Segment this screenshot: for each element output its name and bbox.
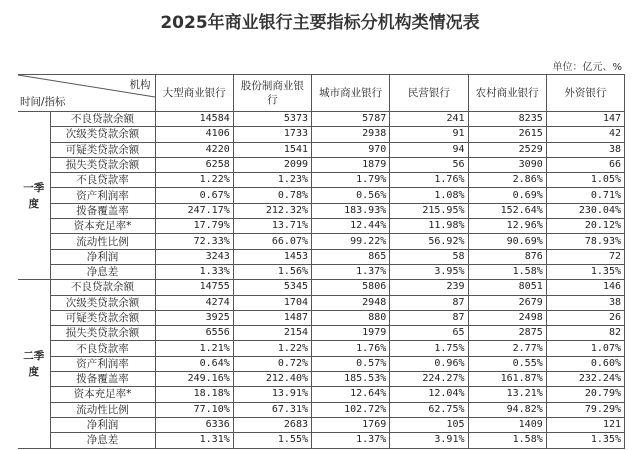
page-title: 2025年商业银行主要指标分机构类情况表 xyxy=(160,13,480,33)
table-cell: 6336 xyxy=(155,417,233,432)
indicator-label: 拨备覆盖率 xyxy=(50,372,155,387)
table-row xyxy=(18,372,625,387)
indicator-label: 净息差 xyxy=(50,433,155,448)
table-cell: 0.78% xyxy=(233,188,311,203)
table-cell: 146 xyxy=(546,280,624,295)
indicator-label: 次级类贷款余额 xyxy=(50,127,155,142)
indicator-label: 资产利润率 xyxy=(50,356,155,371)
table-cell: 13.91% xyxy=(233,387,311,402)
table-cell: 2.77% xyxy=(468,341,546,356)
column-header: 大型商业银行 xyxy=(155,75,233,112)
table-cell: 67.31% xyxy=(233,402,311,417)
table-cell: 2.86% xyxy=(468,173,546,188)
table-cell: 2529 xyxy=(468,142,546,157)
table-cell: 1.76% xyxy=(390,173,468,188)
table-cell: 0.64% xyxy=(155,356,233,371)
table-cell: 2948 xyxy=(312,295,390,310)
table-row xyxy=(18,310,625,325)
indicator-label: 净息差 xyxy=(50,264,155,279)
table-cell: 147 xyxy=(546,112,624,127)
indicator-label: 可疑类贷款余额 xyxy=(50,142,155,157)
table-cell: 0.57% xyxy=(312,356,390,371)
table-cell: 66.07% xyxy=(233,234,311,249)
table-cell: 3243 xyxy=(155,249,233,264)
table-row xyxy=(18,417,625,432)
column-header: 民营银行 xyxy=(390,75,468,112)
indicator-label: 流动性比例 xyxy=(50,234,155,249)
table-cell: 1487 xyxy=(233,310,311,325)
table-cell: 1541 xyxy=(233,142,311,157)
table-cell: 232.24% xyxy=(546,372,624,387)
table-cell: 183.93% xyxy=(312,203,390,218)
table-cell: 2099 xyxy=(233,157,311,172)
table-cell: 8051 xyxy=(468,280,546,295)
indicator-label: 流动性比例 xyxy=(50,402,155,417)
table-cell: 0.56% xyxy=(312,188,390,203)
table-cell: 6556 xyxy=(155,326,233,341)
table-cell: 0.69% xyxy=(468,188,546,203)
table-cell: 56 xyxy=(390,157,468,172)
table-cell: 1.31% xyxy=(155,433,233,448)
indicator-label: 不良贷款率 xyxy=(50,173,155,188)
table-cell: 0.96% xyxy=(390,356,468,371)
table-cell: 12.04% xyxy=(390,387,468,402)
table-cell: 152.64% xyxy=(468,203,546,218)
quarter-label: 二季度 xyxy=(18,280,50,448)
table-cell: 161.87% xyxy=(468,372,546,387)
table-cell: 87 xyxy=(390,295,468,310)
table-cell: 212.40% xyxy=(233,372,311,387)
table-cell: 77.10% xyxy=(155,402,233,417)
table-cell: 105 xyxy=(390,417,468,432)
indicator-label: 可疑类贷款余额 xyxy=(50,310,155,325)
indicator-label: 拨备覆盖率 xyxy=(50,203,155,218)
table-cell: 0.71% xyxy=(546,188,624,203)
table-row xyxy=(18,326,625,341)
table-cell: 90.69% xyxy=(468,234,546,249)
table-cell: 2679 xyxy=(468,295,546,310)
table-cell: 865 xyxy=(312,249,390,264)
table-cell: 0.60% xyxy=(546,356,624,371)
table-cell: 1.22% xyxy=(233,341,311,356)
table-row xyxy=(18,264,625,279)
table-cell: 1733 xyxy=(233,127,311,142)
unit-label: 单位：亿元、% xyxy=(552,62,622,73)
table-cell: 241 xyxy=(390,112,468,127)
table-cell: 1409 xyxy=(468,417,546,432)
table-cell: 20.79% xyxy=(546,387,624,402)
table-cell: 94 xyxy=(390,142,468,157)
table-cell: 3.95% xyxy=(390,264,468,279)
table-row xyxy=(18,188,625,203)
table-cell: 1.05% xyxy=(546,173,624,188)
table-row xyxy=(18,173,625,188)
table-cell: 72 xyxy=(546,249,624,264)
indicator-label: 不良贷款余额 xyxy=(50,112,155,127)
table-cell: 8235 xyxy=(468,112,546,127)
indicator-label: 次级类贷款余额 xyxy=(50,295,155,310)
table-row xyxy=(18,157,625,172)
column-header: 外资银行 xyxy=(546,75,624,112)
table-cell: 38 xyxy=(546,295,624,310)
table-cell: 1.37% xyxy=(312,433,390,448)
corner-header xyxy=(18,75,155,112)
table-cell: 62.75% xyxy=(390,402,468,417)
table-cell: 249.16% xyxy=(155,372,233,387)
corner-top-label: 机构 xyxy=(129,79,151,91)
table-cell: 876 xyxy=(468,249,546,264)
table-cell: 880 xyxy=(312,310,390,325)
table-cell: 1879 xyxy=(312,157,390,172)
table-cell: 0.67% xyxy=(155,188,233,203)
table-cell: 247.17% xyxy=(155,203,233,218)
table-row xyxy=(18,203,625,218)
indicator-label: 资本充足率* xyxy=(50,219,155,234)
table-cell: 20.12% xyxy=(546,219,624,234)
table-cell: 102.72% xyxy=(312,402,390,417)
header-row xyxy=(18,75,625,112)
table-cell: 56.92% xyxy=(390,234,468,249)
table-body xyxy=(18,112,625,449)
table-row xyxy=(18,142,625,157)
table-cell: 66 xyxy=(546,157,624,172)
table-cell: 82 xyxy=(546,326,624,341)
table-cell: 42 xyxy=(546,127,624,142)
indicator-label: 损失类贷款余额 xyxy=(50,157,155,172)
table-cell: 99.22% xyxy=(312,234,390,249)
table-cell: 4220 xyxy=(155,142,233,157)
indicator-label: 净利润 xyxy=(50,417,155,432)
indicator-label: 不良贷款余额 xyxy=(50,280,155,295)
table-row xyxy=(18,402,625,417)
table-cell: 212.32% xyxy=(233,203,311,218)
indicator-label: 净利润 xyxy=(50,249,155,264)
table-cell: 1.37% xyxy=(312,264,390,279)
table-cell: 13.21% xyxy=(468,387,546,402)
table-cell: 38 xyxy=(546,142,624,157)
table-row xyxy=(18,433,625,448)
table-cell: 970 xyxy=(312,142,390,157)
table-cell: 12.64% xyxy=(312,387,390,402)
table-cell: 1453 xyxy=(233,249,311,264)
table-cell: 11.98% xyxy=(390,219,468,234)
table-cell: 26 xyxy=(546,310,624,325)
table-cell: 13.71% xyxy=(233,219,311,234)
table-cell: 5806 xyxy=(312,280,390,295)
table-row xyxy=(18,234,625,249)
table-cell: 5787 xyxy=(312,112,390,127)
table-cell: 2615 xyxy=(468,127,546,142)
indicator-table xyxy=(18,74,625,449)
table-row xyxy=(18,295,625,310)
table-cell: 94.82% xyxy=(468,402,546,417)
table-cell: 78.93% xyxy=(546,234,624,249)
table-cell: 1.55% xyxy=(233,433,311,448)
table-cell: 14584 xyxy=(155,112,233,127)
table-cell: 17.79% xyxy=(155,219,233,234)
table-cell: 1.35% xyxy=(546,433,624,448)
table-row xyxy=(18,249,625,264)
table-cell: 1.33% xyxy=(155,264,233,279)
table-cell: 65 xyxy=(390,326,468,341)
table-cell: 1704 xyxy=(233,295,311,310)
table-cell: 1.07% xyxy=(546,341,624,356)
table-cell: 4274 xyxy=(155,295,233,310)
table-row xyxy=(18,219,625,234)
table-cell: 1.08% xyxy=(390,188,468,203)
table-cell: 1.76% xyxy=(312,341,390,356)
table-cell: 1.56% xyxy=(233,264,311,279)
table-cell: 5373 xyxy=(233,112,311,127)
table-cell: 72.33% xyxy=(155,234,233,249)
column-header: 农村商业银行 xyxy=(468,75,546,112)
table-row xyxy=(18,280,625,295)
table-cell: 185.53% xyxy=(312,372,390,387)
quarter-label: 一季度 xyxy=(18,112,50,280)
table-cell: 3090 xyxy=(468,157,546,172)
column-header: 城市商业银行 xyxy=(312,75,390,112)
table-cell: 18.18% xyxy=(155,387,233,402)
table-row xyxy=(18,387,625,402)
indicator-label: 损失类贷款余额 xyxy=(50,326,155,341)
table-cell: 1.58% xyxy=(468,264,546,279)
table-cell: 2938 xyxy=(312,127,390,142)
table-cell: 215.95% xyxy=(390,203,468,218)
table-row xyxy=(18,112,625,127)
table-cell: 1979 xyxy=(312,326,390,341)
table-cell: 2875 xyxy=(468,326,546,341)
table-cell: 224.27% xyxy=(390,372,468,387)
table-cell: 2498 xyxy=(468,310,546,325)
table-cell: 5345 xyxy=(233,280,311,295)
corner-bottom-label: 时间/指标 xyxy=(20,96,66,108)
indicator-label: 资产利润率 xyxy=(50,188,155,203)
table-cell: 1.23% xyxy=(233,173,311,188)
table-cell: 3925 xyxy=(155,310,233,325)
table-cell: 4106 xyxy=(155,127,233,142)
table-row xyxy=(18,356,625,371)
table-cell: 1.75% xyxy=(390,341,468,356)
table-cell: 0.72% xyxy=(233,356,311,371)
table-cell: 12.44% xyxy=(312,219,390,234)
table-cell: 58 xyxy=(390,249,468,264)
table-cell: 1769 xyxy=(312,417,390,432)
table-cell: 121 xyxy=(546,417,624,432)
indicator-label: 不良贷款率 xyxy=(50,341,155,356)
table-cell: 79.29% xyxy=(546,402,624,417)
table-cell: 2154 xyxy=(233,326,311,341)
table-row xyxy=(18,341,625,356)
column-header: 股份制商业银行 xyxy=(233,75,311,112)
indicator-label: 资本充足率* xyxy=(50,387,155,402)
table-cell: 14755 xyxy=(155,280,233,295)
table-cell: 2683 xyxy=(233,417,311,432)
table-cell: 6258 xyxy=(155,157,233,172)
table-cell: 3.91% xyxy=(390,433,468,448)
table-cell: 87 xyxy=(390,310,468,325)
table-cell: 91 xyxy=(390,127,468,142)
table-cell: 0.55% xyxy=(468,356,546,371)
table-cell: 1.58% xyxy=(468,433,546,448)
table-cell: 1.21% xyxy=(155,341,233,356)
table-cell: 12.96% xyxy=(468,219,546,234)
table-row xyxy=(18,127,625,142)
table-cell: 1.35% xyxy=(546,264,624,279)
table-cell: 1.22% xyxy=(155,173,233,188)
table-cell: 1.79% xyxy=(312,173,390,188)
table-cell: 239 xyxy=(390,280,468,295)
table-cell: 230.04% xyxy=(546,203,624,218)
